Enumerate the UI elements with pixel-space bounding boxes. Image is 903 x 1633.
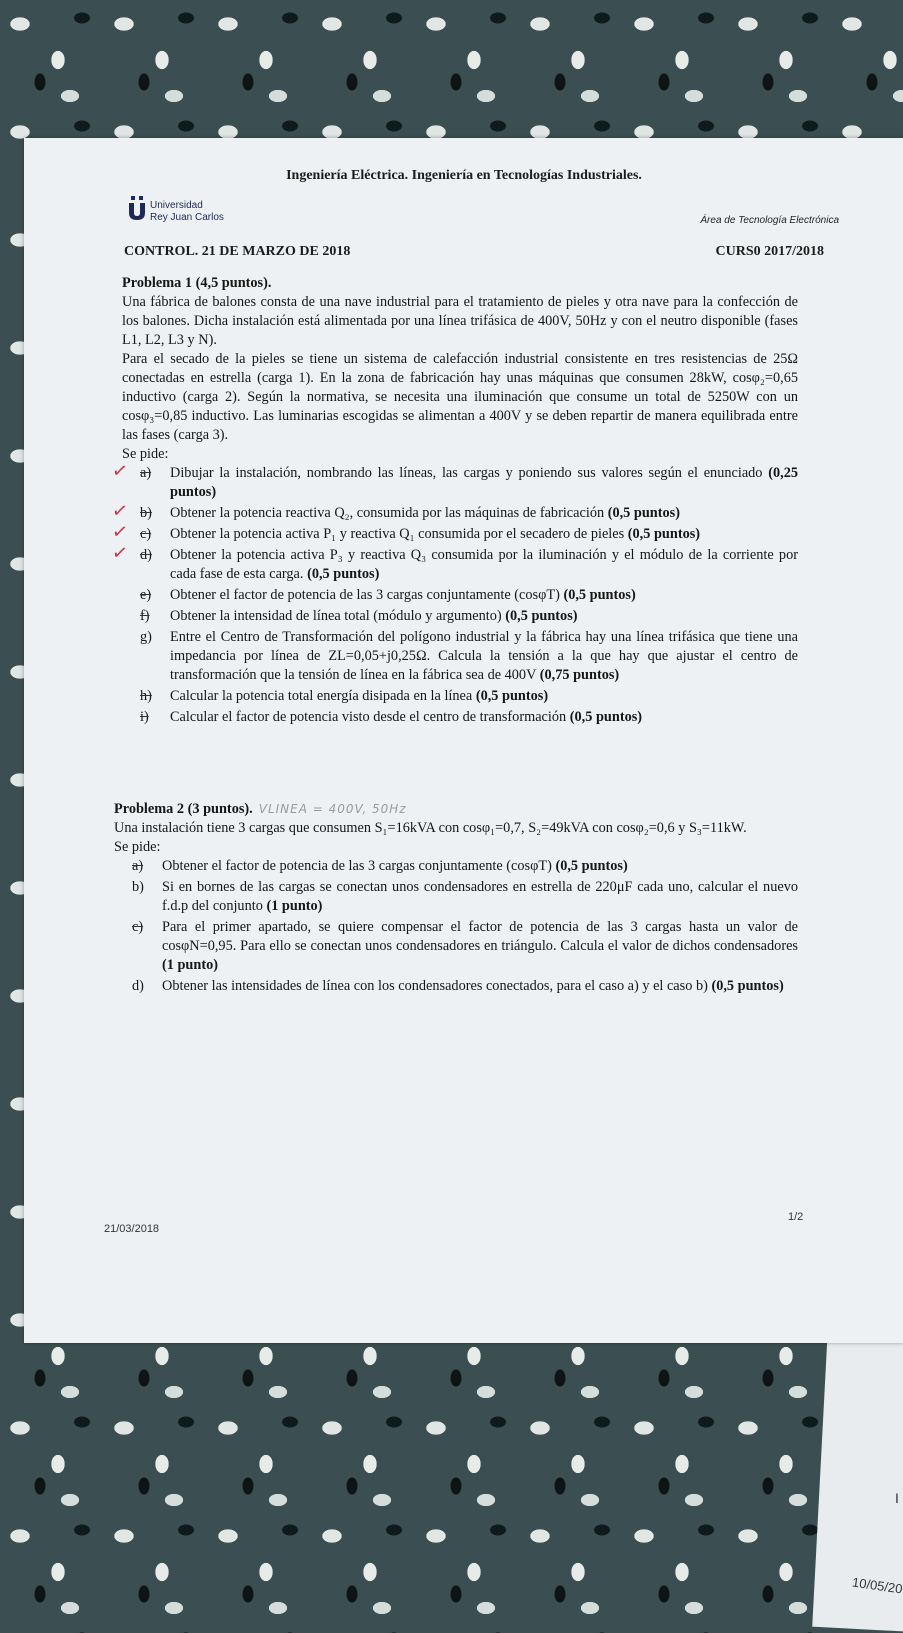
problem-2: [114, 800, 798, 998]
item-text: Obtener la potencia reactiva Q₂, consumida por las máquinas de fabricación: [170, 505, 605, 521]
problem-2-item: [114, 857, 798, 876]
item-text: Obtener la potencia activa P₁ y reactiva Q₁ consumida por el secadero de pieles: [170, 526, 625, 542]
problem-1-item: [122, 586, 798, 605]
item-points: (1 punto): [162, 957, 219, 973]
exam-sheet: [24, 138, 903, 1343]
item-label: b): [132, 879, 144, 895]
checkmark-icon: ✓: [110, 459, 130, 484]
exam-date-title: CONTROL. 21 DE MARZO DE 2018: [124, 244, 351, 259]
item-label: d): [140, 547, 152, 563]
problem-2-intro: Una instalación tiene 3 cargas que consumen S₁=16kVA con cosφ₁=0,7, S₂=49kVA con cosφ₂=0,6 y S₃=11kW.: [114, 820, 747, 836]
problem-1: [110, 274, 799, 729]
item-text: Para el primer apartado, se quiere compensar el factor de potencia de las 3 cargas hasta un valor de cosφN=0,95. Para ello se conectan unos condensadores en triángulo. Calcula el valor de dichos condensadores: [162, 919, 798, 954]
item-label: b): [140, 505, 152, 521]
problem-2-items: [114, 857, 798, 996]
item-text: Entre el Centro de Transformación del polígono industrial y la fábrica hay una línea trifásica que tiene una impedancia por línea de ZL=0,05+j0,25Ω. Calcula la tensión a la que hay que ajustar el centro de transformación que la tensión de línea en la fábrica sea de 400V: [170, 629, 798, 683]
item-text: Obtener la intensidad de línea total (módulo y argumento): [170, 608, 502, 624]
department-area: Área de Tecnología Electrónica: [700, 215, 839, 226]
handwritten-note: VLINEA = 400V, 50Hz: [258, 802, 407, 816]
item-text: Obtener la potencia activa P₃ y reactiva Q₃ consumida por la iluminación y el módulo de la corriente por cada fase de esta carga.: [170, 547, 798, 582]
item-text: Calcular el factor de potencia visto desde el centro de transformación: [170, 709, 567, 725]
problem-2-heading-line: [114, 800, 798, 819]
problem-1-item: [122, 687, 798, 706]
problem-2-item: [114, 878, 798, 916]
item-text: Obtener el factor de potencia de las 3 cargas conjuntamente (cosφT): [170, 587, 560, 603]
next-sheet-letter: I: [895, 1490, 899, 1506]
item-points: (0,75 puntos): [539, 667, 620, 683]
item-text: Si en bornes de las cargas se conectan unos condensadores en estrella de 220μF cada uno, calcular el nuevo f.d.p del conjunto: [162, 879, 798, 914]
problem-1-item: [122, 708, 798, 727]
problem-1-item: [110, 459, 799, 502]
footer-date: 21/03/2018: [104, 1223, 160, 1235]
item-label: c): [132, 919, 144, 935]
item-text: Obtener el factor de potencia de las 3 cargas conjuntamente (cosφT): [162, 858, 552, 874]
checkmark-icon: ✓: [110, 541, 130, 566]
item-label: c): [140, 526, 152, 542]
problem-2-item: [114, 977, 798, 996]
item-points: (0,5 puntos): [307, 566, 380, 582]
problem-1-item: [122, 628, 798, 685]
item-label: h): [140, 688, 152, 704]
item-label: e): [140, 587, 152, 603]
urjc-logo-icon: [128, 196, 146, 220]
item-label: g): [140, 629, 152, 645]
item-label: f): [140, 608, 150, 624]
problem-1-item: [122, 607, 798, 626]
item-points: (0,25 puntos): [170, 465, 799, 500]
item-text: Dibujar la instalación, nombrando las líneas, las cargas y poniendo sus valores según el enunciado: [170, 465, 763, 481]
problem-2-heading: Problema 2 (3 puntos).: [114, 801, 253, 817]
course-title: Ingeniería Eléctrica. Ingeniería en Tecnologías Industriales.: [286, 168, 642, 183]
item-points: (0,5 puntos): [563, 587, 636, 603]
item-label: a): [140, 465, 152, 481]
problem-1-heading: Problema 1 (4,5 puntos).: [122, 275, 272, 291]
logo-text: [150, 200, 224, 224]
problem-2-item: [114, 918, 798, 975]
logo-line-1: Universidad: [150, 200, 203, 211]
item-label: i): [140, 709, 149, 725]
checkmark-icon: ✓: [110, 520, 130, 545]
item-points: (0,5 puntos): [475, 688, 549, 704]
problem-1-paragraph-2: Para el secado de la pieles se tiene un sistema de calefacción industrial consistente en tres resistencias de 25Ω conectadas en estrella (carga 1). En la zona de fabricación hay unas máquinas que consumen 28kW, cosφ₂=0,65 inductivo (carga 2). Según la normativa, se necesita una iluminación que consume un total de 5250W con un cosφ₃=0,85 inductivo. Las luminarias escogidas se alimentan a 400V y se deben repartir de manera equilibrada entre las fases (carga 3).: [122, 351, 798, 443]
item-text: Calcular la potencia total energía disipada en la línea: [170, 688, 473, 704]
item-points: (0,5 puntos): [505, 608, 578, 624]
next-sheet-date: 10/05/20: [851, 1574, 903, 1597]
problem-1-se-pide: Se pide:: [122, 446, 169, 462]
item-points: (0,5 puntos): [607, 505, 680, 521]
logo-line-2: Rey Juan Carlos: [150, 212, 224, 223]
course-year: CURS0 2017/2018: [715, 244, 824, 259]
item-label: a): [132, 858, 144, 874]
problem-1-paragraph-1: Una fábrica de balones consta de una nave industrial para el tratamiento de pieles y otra nave para la confección de los balones. Dicha instalación está alimentada por una línea trifásica de 400V, 50Hz y con el neutro disponible (fases L1, L2, L3 y N).: [122, 294, 798, 348]
problem-1-items: [110, 459, 799, 727]
item-points: (1 punto): [266, 898, 323, 914]
checkmark-icon: ✓: [110, 499, 130, 524]
page-number: 1/2: [788, 1211, 804, 1223]
item-text: Obtener las intensidades de línea con los condensadores conectados, para el caso a) y el caso b): [162, 978, 708, 994]
item-points: (0,5 puntos): [711, 978, 784, 994]
problem-1-item: [110, 541, 798, 584]
item-points: (0,5 puntos): [555, 858, 628, 874]
problem-1-item: [110, 499, 798, 524]
university-logo: [128, 188, 268, 234]
problem-2-se-pide: Se pide:: [114, 839, 161, 855]
item-points: (0,5 puntos): [627, 526, 701, 542]
problem-1-item: [110, 520, 798, 545]
item-label: d): [132, 978, 144, 994]
item-points: (0,5 puntos): [569, 709, 643, 725]
